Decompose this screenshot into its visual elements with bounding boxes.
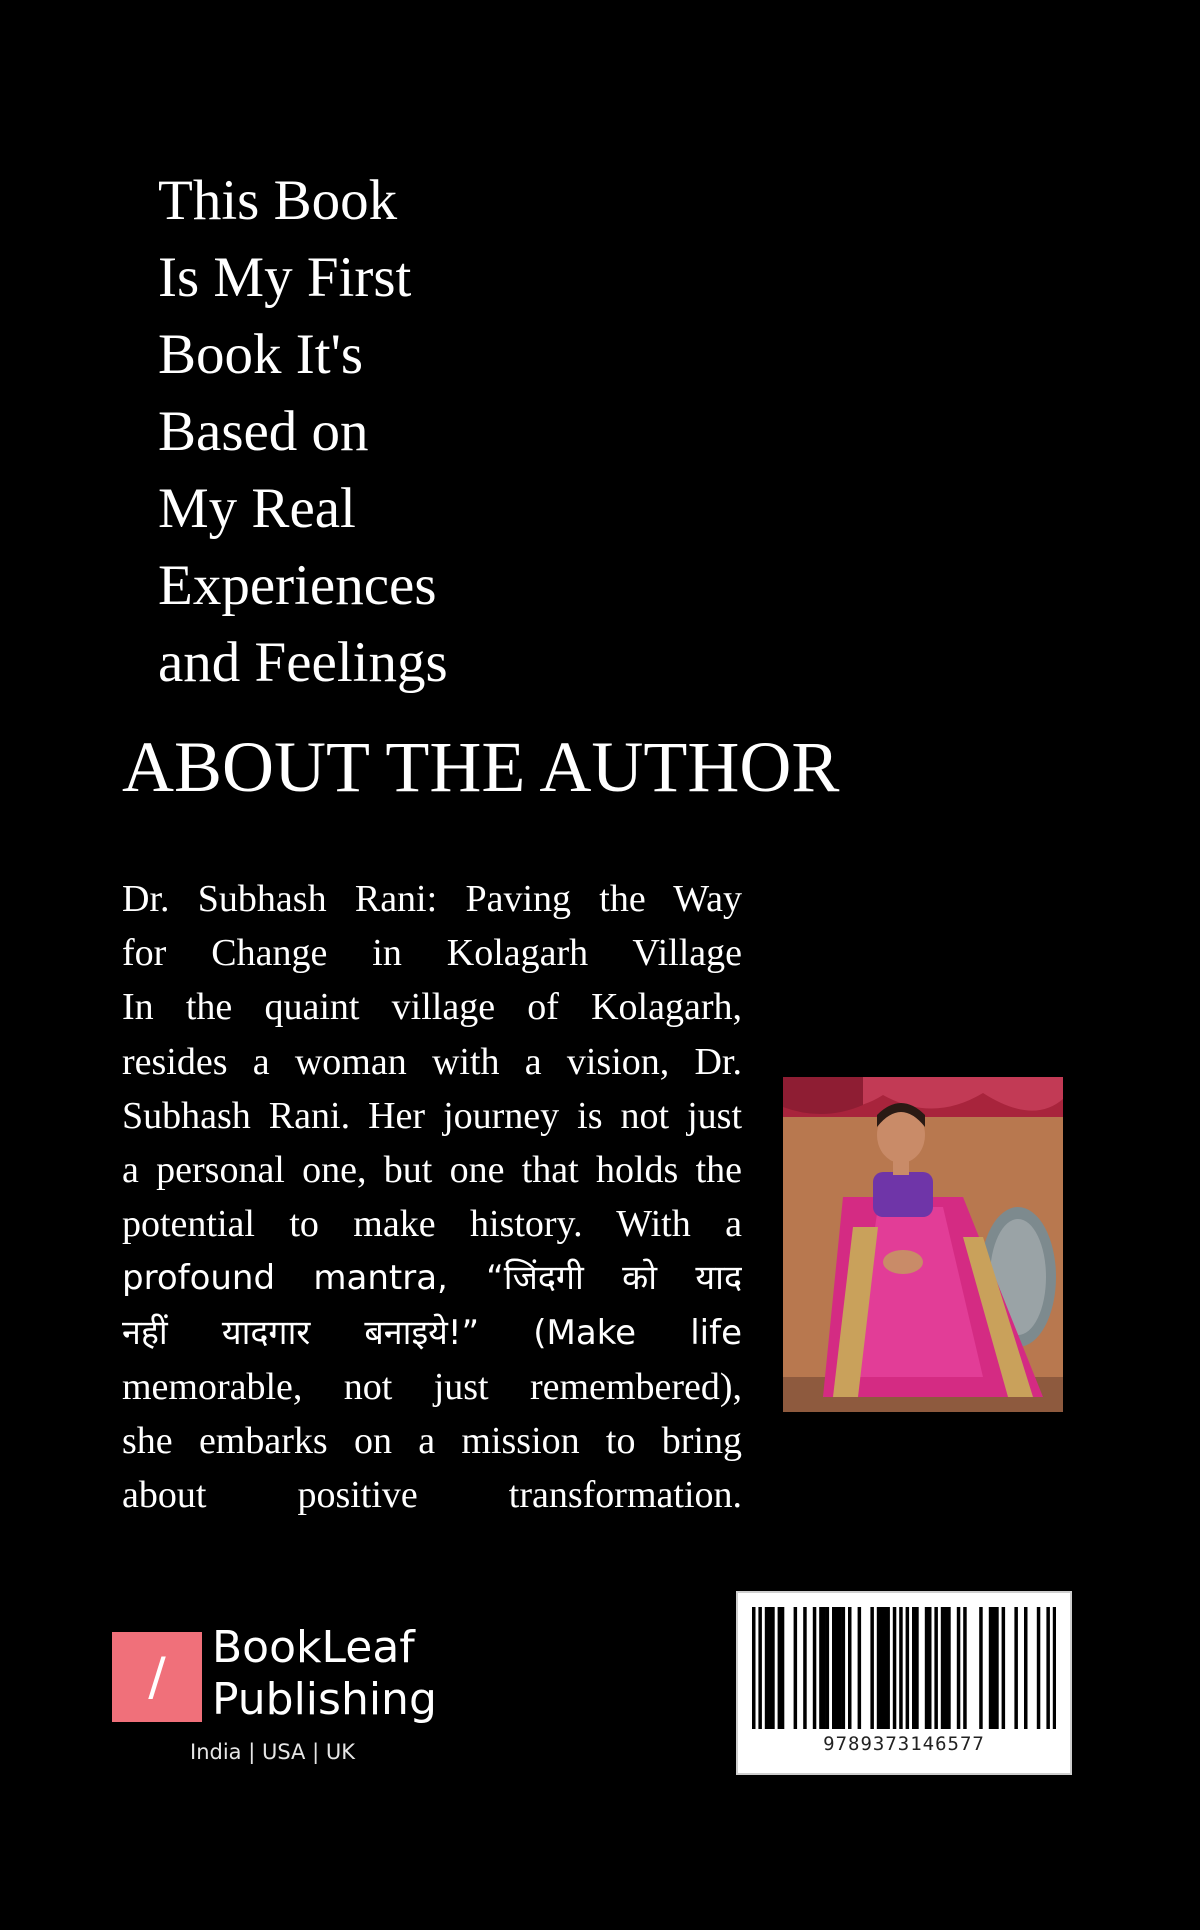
barcode-bar	[1037, 1607, 1041, 1729]
barcode-bar	[803, 1607, 807, 1729]
bio-line: she embarks on a mission to bring	[122, 1419, 742, 1462]
barcode-bar	[822, 1607, 826, 1729]
publisher-name-line1: BookLeaf	[212, 1622, 415, 1673]
bio-line: memorable, not just remembered),	[122, 1365, 742, 1408]
barcode-bar	[794, 1607, 798, 1729]
barcode-bar	[899, 1607, 903, 1729]
barcode-bar	[934, 1607, 938, 1729]
bio-line: potential to make history. With a	[122, 1203, 742, 1246]
tagline-line: My Real	[158, 477, 356, 540]
barcode-bar	[819, 1607, 823, 1729]
bio-line: for Change in Kolagarh Village	[122, 932, 742, 975]
publisher-mark	[112, 1632, 202, 1722]
bio-line: नहीं यादगार बनाइये!” (Make life	[122, 1312, 742, 1353]
barcode-bar	[826, 1607, 830, 1729]
barcode-bar	[832, 1607, 836, 1729]
publisher-regions: India | USA | UK	[190, 1740, 355, 1764]
barcode-bar	[906, 1607, 910, 1729]
bio-line: a personal one, but one that holds the	[122, 1148, 742, 1191]
bio-line: resides a woman with a vision, Dr.	[122, 1040, 742, 1083]
bio-line: Dr. Subhash Rani: Paving the Way	[122, 878, 742, 920]
isbn-number: 9789373146577	[823, 1733, 985, 1755]
barcode-bar	[835, 1607, 839, 1729]
tagline	[158, 162, 578, 701]
author-photo-illustration	[783, 1077, 1063, 1412]
barcode-bar	[765, 1607, 769, 1729]
barcode-bar	[944, 1607, 948, 1729]
tagline-line: Experiences	[158, 554, 437, 617]
publisher-name	[212, 1622, 437, 1726]
barcode-bar	[768, 1607, 772, 1729]
author-photo	[783, 1077, 1063, 1412]
isbn-barcode	[736, 1591, 1072, 1775]
tagline-line: and Feelings	[158, 631, 448, 694]
publisher-logo	[112, 1622, 452, 1768]
bio-line: In the quaint village of Kolagarh,	[122, 986, 742, 1029]
barcode-bar	[870, 1607, 874, 1729]
barcode-bar	[928, 1607, 932, 1729]
bio-line: profound mantra, “जिंदगी को याद	[122, 1258, 742, 1299]
barcode-bar	[947, 1607, 951, 1729]
barcode-bar	[778, 1607, 782, 1729]
barcode-bar	[979, 1607, 983, 1729]
barcode-bar	[925, 1607, 929, 1729]
author-bio	[122, 872, 742, 1522]
barcode-bar	[1024, 1607, 1028, 1729]
tagline-line: Is My First	[158, 246, 412, 309]
barcode-bar	[858, 1607, 862, 1729]
tagline-line: Book It's	[158, 323, 364, 386]
barcode-bar	[886, 1607, 890, 1729]
barcode-bar	[877, 1607, 881, 1729]
barcode-bar	[752, 1607, 756, 1729]
barcode-bar	[813, 1607, 817, 1729]
publisher-name-line2: Publishing	[212, 1674, 437, 1725]
barcode-bar	[880, 1607, 884, 1729]
barcode-bar	[992, 1607, 996, 1729]
barcode-bar	[893, 1607, 897, 1729]
barcode-bar	[957, 1607, 961, 1729]
barcode-bar	[838, 1607, 842, 1729]
about-the-author-heading: ABOUT THE AUTHOR	[122, 727, 840, 807]
barcode-bar	[883, 1607, 887, 1729]
barcode-bar	[915, 1607, 919, 1729]
barcode-bar	[1046, 1607, 1050, 1729]
bio-line: about positive transformation.	[122, 1474, 742, 1517]
barcode-bar	[1014, 1607, 1018, 1729]
barcode-bar	[848, 1607, 852, 1729]
tagline-line: This Book	[158, 169, 398, 232]
barcode-bar	[781, 1607, 785, 1729]
tagline-line: Based on	[158, 400, 369, 463]
barcode-bar	[963, 1607, 967, 1729]
barcode-bar	[1053, 1607, 1056, 1729]
barcode-bar	[771, 1607, 775, 1729]
barcode-bar	[758, 1607, 762, 1729]
barcode-bar	[912, 1607, 916, 1729]
barcode-bar	[989, 1607, 993, 1729]
barcode-bar	[842, 1607, 846, 1729]
slash-icon: /	[148, 1647, 166, 1707]
barcode-bar	[995, 1607, 999, 1729]
barcode-bar	[941, 1607, 945, 1729]
bio-line: Subhash Rani. Her journey is not just	[122, 1094, 742, 1137]
barcode-bars	[752, 1607, 1056, 1729]
barcode-bar	[1002, 1607, 1006, 1729]
